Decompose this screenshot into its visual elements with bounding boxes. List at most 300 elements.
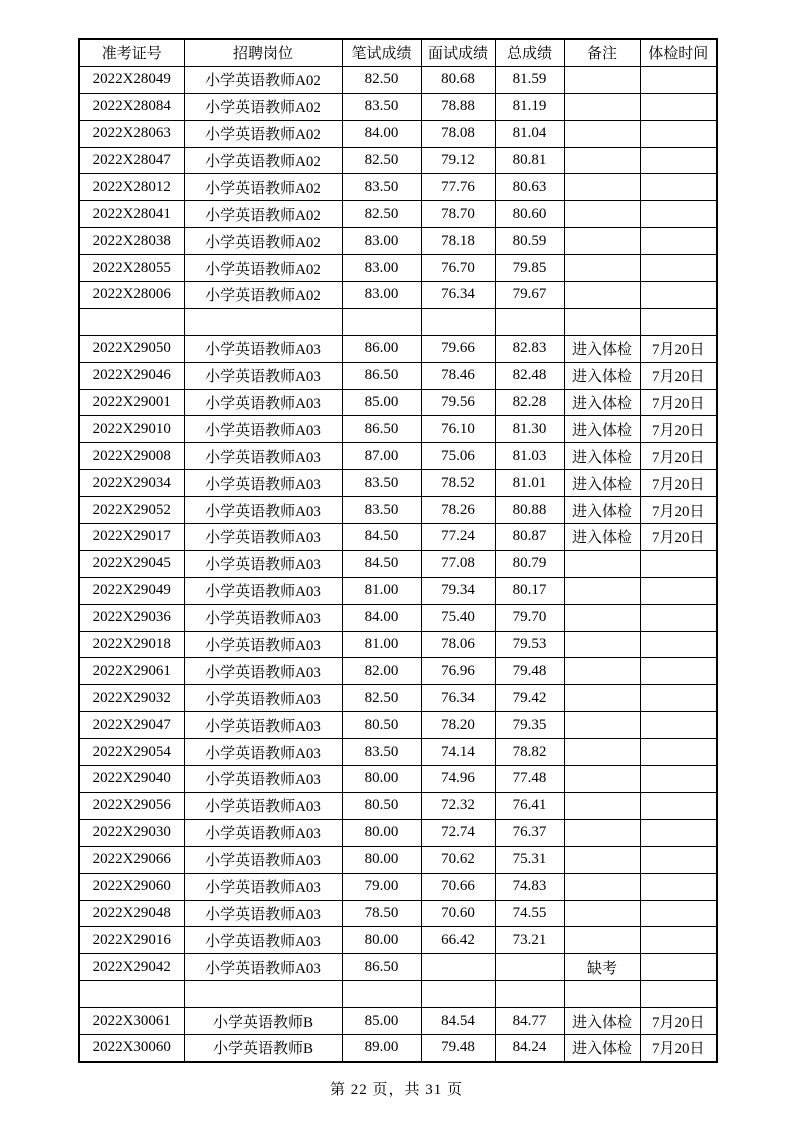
cell-position: 小学英语教师A03	[184, 470, 342, 497]
table-row	[79, 282, 717, 309]
table-row	[79, 631, 717, 658]
cell-interview-score: 74.14	[421, 739, 495, 766]
cell-interview-score: 77.24	[421, 524, 495, 551]
cell-interview-score: 70.66	[421, 873, 495, 900]
cell-interview-score: 78.06	[421, 631, 495, 658]
cell-total-score: 73.21	[495, 927, 564, 954]
cell-total-score: 79.42	[495, 685, 564, 712]
cell-total-score: 79.85	[495, 255, 564, 282]
cell-total-score: 76.41	[495, 792, 564, 819]
cell-remark	[564, 604, 640, 631]
cell-exam-id: 2022X29010	[79, 416, 184, 443]
cell-interview-score: 70.62	[421, 846, 495, 873]
table-row	[79, 873, 717, 900]
cell-checkup-time: 7月20日	[640, 524, 717, 551]
cell-exam-id: 2022X29016	[79, 927, 184, 954]
cell-checkup-time	[640, 927, 717, 954]
column-header-written-score: 笔试成绩	[342, 39, 421, 66]
cell-remark	[564, 147, 640, 174]
cell-checkup-time	[640, 792, 717, 819]
column-header-checkup-time: 体检时间	[640, 39, 717, 66]
cell-written-score: 82.00	[342, 658, 421, 685]
cell-written-score	[342, 981, 421, 1008]
table-row	[79, 819, 717, 846]
table-row	[79, 362, 717, 389]
table-row	[79, 255, 717, 282]
cell-checkup-time	[640, 739, 717, 766]
cell-total-score: 80.17	[495, 577, 564, 604]
cell-position: 小学英语教师B	[184, 1034, 342, 1061]
table-row	[79, 120, 717, 147]
cell-position: 小学英语教师A03	[184, 443, 342, 470]
cell-total-score	[495, 954, 564, 981]
cell-remark	[564, 873, 640, 900]
cell-checkup-time	[640, 120, 717, 147]
cell-position: 小学英语教师A03	[184, 685, 342, 712]
cell-interview-score: 79.66	[421, 335, 495, 362]
cell-exam-id: 2022X29049	[79, 577, 184, 604]
column-header-interview-score: 面试成绩	[421, 39, 495, 66]
table-row	[79, 846, 717, 873]
cell-checkup-time	[640, 93, 717, 120]
cell-checkup-time: 7月20日	[640, 1034, 717, 1061]
results-table-container	[78, 38, 718, 1063]
cell-remark	[564, 766, 640, 793]
cell-written-score: 82.50	[342, 66, 421, 93]
table-row	[79, 712, 717, 739]
cell-checkup-time	[640, 873, 717, 900]
cell-exam-id: 2022X29050	[79, 335, 184, 362]
cell-total-score: 80.59	[495, 228, 564, 255]
cell-interview-score: 79.12	[421, 147, 495, 174]
cell-total-score: 81.19	[495, 93, 564, 120]
table-row	[79, 577, 717, 604]
cell-position: 小学英语教师A03	[184, 846, 342, 873]
cell-checkup-time	[640, 900, 717, 927]
cell-written-score: 83.50	[342, 93, 421, 120]
cell-exam-id: 2022X29054	[79, 739, 184, 766]
cell-total-score: 74.83	[495, 873, 564, 900]
cell-interview-score: 76.34	[421, 685, 495, 712]
cell-total-score	[495, 981, 564, 1008]
cell-checkup-time	[640, 308, 717, 335]
cell-interview-score: 74.96	[421, 766, 495, 793]
cell-exam-id: 2022X29046	[79, 362, 184, 389]
cell-remark: 进入体检	[564, 470, 640, 497]
cell-written-score: 83.00	[342, 282, 421, 309]
cell-position: 小学英语教师A03	[184, 631, 342, 658]
cell-written-score: 84.00	[342, 120, 421, 147]
cell-checkup-time: 7月20日	[640, 335, 717, 362]
cell-interview-score: 76.34	[421, 282, 495, 309]
cell-total-score: 79.48	[495, 658, 564, 685]
table-row	[79, 308, 717, 335]
cell-written-score: 78.50	[342, 900, 421, 927]
cell-exam-id: 2022X29036	[79, 604, 184, 631]
cell-checkup-time: 7月20日	[640, 443, 717, 470]
cell-total-score: 81.03	[495, 443, 564, 470]
table-row	[79, 1034, 717, 1061]
cell-position: 小学英语教师A03	[184, 524, 342, 551]
cell-interview-score: 78.20	[421, 712, 495, 739]
column-header-exam-id: 准考证号	[79, 39, 184, 66]
cell-written-score: 80.00	[342, 927, 421, 954]
cell-exam-id: 2022X29032	[79, 685, 184, 712]
cell-written-score: 83.50	[342, 470, 421, 497]
cell-total-score: 81.01	[495, 470, 564, 497]
cell-written-score: 85.00	[342, 1008, 421, 1035]
cell-remark	[564, 819, 640, 846]
cell-position: 小学英语教师A03	[184, 604, 342, 631]
cell-written-score: 80.00	[342, 846, 421, 873]
cell-position: 小学英语教师A02	[184, 228, 342, 255]
cell-interview-score	[421, 954, 495, 981]
cell-written-score: 82.50	[342, 685, 421, 712]
cell-written-score: 84.50	[342, 524, 421, 551]
cell-position: 小学英语教师A03	[184, 712, 342, 739]
table-row	[79, 228, 717, 255]
table-row	[79, 550, 717, 577]
cell-remark	[564, 577, 640, 604]
cell-written-score: 83.50	[342, 174, 421, 201]
cell-remark	[564, 712, 640, 739]
cell-position: 小学英语教师A03	[184, 497, 342, 524]
cell-exam-id: 2022X29042	[79, 954, 184, 981]
cell-written-score: 86.50	[342, 362, 421, 389]
cell-interview-score: 76.96	[421, 658, 495, 685]
cell-remark	[564, 174, 640, 201]
cell-interview-score: 78.18	[421, 228, 495, 255]
cell-exam-id: 2022X29034	[79, 470, 184, 497]
cell-checkup-time	[640, 577, 717, 604]
cell-total-score: 84.24	[495, 1034, 564, 1061]
cell-exam-id: 2022X29018	[79, 631, 184, 658]
cell-remark	[564, 792, 640, 819]
cell-total-score: 82.48	[495, 362, 564, 389]
table-row	[79, 792, 717, 819]
cell-remark	[564, 255, 640, 282]
cell-exam-id: 2022X29047	[79, 712, 184, 739]
cell-written-score: 86.50	[342, 954, 421, 981]
cell-exam-id: 2022X28041	[79, 201, 184, 228]
cell-checkup-time	[640, 981, 717, 1008]
table-row	[79, 389, 717, 416]
cell-written-score: 80.50	[342, 792, 421, 819]
cell-written-score: 80.00	[342, 766, 421, 793]
cell-remark	[564, 685, 640, 712]
cell-interview-score: 78.46	[421, 362, 495, 389]
cell-interview-score: 76.70	[421, 255, 495, 282]
table-row	[79, 927, 717, 954]
cell-position: 小学英语教师A03	[184, 900, 342, 927]
cell-written-score: 84.50	[342, 550, 421, 577]
cell-interview-score: 78.88	[421, 93, 495, 120]
cell-exam-id: 2022X28047	[79, 147, 184, 174]
cell-position: 小学英语教师A03	[184, 416, 342, 443]
cell-position: 小学英语教师A02	[184, 147, 342, 174]
column-header-position: 招聘岗位	[184, 39, 342, 66]
cell-remark: 进入体检	[564, 416, 640, 443]
cell-checkup-time	[640, 658, 717, 685]
cell-written-score: 85.00	[342, 389, 421, 416]
cell-exam-id: 2022X29001	[79, 389, 184, 416]
cell-total-score: 79.67	[495, 282, 564, 309]
table-row	[79, 93, 717, 120]
table-row	[79, 201, 717, 228]
table-row	[79, 524, 717, 551]
cell-interview-score: 77.76	[421, 174, 495, 201]
cell-position: 小学英语教师A02	[184, 255, 342, 282]
cell-position: 小学英语教师A03	[184, 389, 342, 416]
cell-remark	[564, 282, 640, 309]
cell-position: 小学英语教师A03	[184, 954, 342, 981]
cell-exam-id: 2022X28084	[79, 93, 184, 120]
table-row	[79, 497, 717, 524]
cell-remark: 进入体检	[564, 335, 640, 362]
cell-written-score	[342, 308, 421, 335]
cell-position: 小学英语教师A03	[184, 792, 342, 819]
cell-remark: 进入体检	[564, 497, 640, 524]
cell-total-score: 82.28	[495, 389, 564, 416]
cell-remark: 进入体检	[564, 362, 640, 389]
cell-exam-id	[79, 981, 184, 1008]
cell-interview-score: 78.08	[421, 120, 495, 147]
table-row	[79, 335, 717, 362]
cell-remark	[564, 66, 640, 93]
cell-checkup-time	[640, 282, 717, 309]
cell-exam-id: 2022X28006	[79, 282, 184, 309]
table-row	[79, 981, 717, 1008]
table-row	[79, 658, 717, 685]
cell-remark	[564, 981, 640, 1008]
cell-position: 小学英语教师A03	[184, 658, 342, 685]
table-row	[79, 604, 717, 631]
cell-written-score: 84.00	[342, 604, 421, 631]
cell-checkup-time	[640, 201, 717, 228]
cell-exam-id: 2022X29040	[79, 766, 184, 793]
cell-written-score: 82.50	[342, 201, 421, 228]
cell-written-score: 82.50	[342, 147, 421, 174]
cell-position: 小学英语教师A03	[184, 335, 342, 362]
cell-remark	[564, 120, 640, 147]
cell-total-score: 80.60	[495, 201, 564, 228]
cell-remark	[564, 201, 640, 228]
cell-position	[184, 981, 342, 1008]
cell-written-score: 83.50	[342, 497, 421, 524]
cell-interview-score: 77.08	[421, 550, 495, 577]
cell-exam-id: 2022X29030	[79, 819, 184, 846]
cell-written-score: 83.50	[342, 739, 421, 766]
cell-position: 小学英语教师A03	[184, 766, 342, 793]
cell-remark: 缺考	[564, 954, 640, 981]
cell-interview-score: 78.52	[421, 470, 495, 497]
cell-position: 小学英语教师A02	[184, 174, 342, 201]
cell-checkup-time: 7月20日	[640, 416, 717, 443]
cell-written-score: 80.00	[342, 819, 421, 846]
cell-interview-score: 84.54	[421, 1008, 495, 1035]
cell-remark	[564, 631, 640, 658]
cell-interview-score: 79.34	[421, 577, 495, 604]
cell-interview-score: 78.70	[421, 201, 495, 228]
cell-remark: 进入体检	[564, 1008, 640, 1035]
table-row	[79, 147, 717, 174]
cell-written-score: 79.00	[342, 873, 421, 900]
cell-checkup-time	[640, 174, 717, 201]
cell-exam-id: 2022X29056	[79, 792, 184, 819]
cell-checkup-time	[640, 631, 717, 658]
cell-position: 小学英语教师A02	[184, 201, 342, 228]
cell-interview-score: 72.74	[421, 819, 495, 846]
cell-total-score: 80.79	[495, 550, 564, 577]
column-header-remark: 备注	[564, 39, 640, 66]
cell-interview-score: 70.60	[421, 900, 495, 927]
cell-total-score: 81.30	[495, 416, 564, 443]
cell-position: 小学英语教师A03	[184, 577, 342, 604]
cell-exam-id: 2022X29045	[79, 550, 184, 577]
cell-remark	[564, 900, 640, 927]
cell-exam-id: 2022X29052	[79, 497, 184, 524]
cell-total-score: 82.83	[495, 335, 564, 362]
cell-checkup-time: 7月20日	[640, 470, 717, 497]
table-row	[79, 1008, 717, 1035]
cell-position: 小学英语教师A03	[184, 819, 342, 846]
cell-checkup-time: 7月20日	[640, 497, 717, 524]
cell-total-score: 74.55	[495, 900, 564, 927]
cell-position: 小学英语教师A03	[184, 550, 342, 577]
cell-remark	[564, 739, 640, 766]
cell-interview-score: 79.56	[421, 389, 495, 416]
table-row	[79, 443, 717, 470]
cell-total-score: 78.82	[495, 739, 564, 766]
column-header-total-score: 总成绩	[495, 39, 564, 66]
cell-total-score: 75.31	[495, 846, 564, 873]
cell-written-score: 86.00	[342, 335, 421, 362]
cell-total-score: 80.63	[495, 174, 564, 201]
cell-written-score: 87.00	[342, 443, 421, 470]
cell-remark: 进入体检	[564, 1034, 640, 1061]
cell-interview-score: 78.26	[421, 497, 495, 524]
cell-interview-score: 72.32	[421, 792, 495, 819]
cell-checkup-time	[640, 685, 717, 712]
cell-remark	[564, 658, 640, 685]
cell-exam-id: 2022X29008	[79, 443, 184, 470]
cell-exam-id: 2022X29061	[79, 658, 184, 685]
cell-interview-score	[421, 981, 495, 1008]
cell-checkup-time	[640, 954, 717, 981]
cell-checkup-time	[640, 604, 717, 631]
cell-exam-id	[79, 308, 184, 335]
cell-checkup-time	[640, 550, 717, 577]
cell-exam-id: 2022X30060	[79, 1034, 184, 1061]
table-row	[79, 900, 717, 927]
cell-total-score: 80.88	[495, 497, 564, 524]
cell-exam-id: 2022X29060	[79, 873, 184, 900]
table-row	[79, 174, 717, 201]
cell-position: 小学英语教师A03	[184, 362, 342, 389]
cell-remark: 进入体检	[564, 524, 640, 551]
table-row	[79, 739, 717, 766]
cell-exam-id: 2022X28038	[79, 228, 184, 255]
cell-checkup-time	[640, 766, 717, 793]
cell-total-score: 77.48	[495, 766, 564, 793]
cell-written-score: 81.00	[342, 577, 421, 604]
cell-checkup-time	[640, 712, 717, 739]
exam-results-table	[78, 38, 718, 1063]
cell-exam-id: 2022X28049	[79, 66, 184, 93]
table-row	[79, 66, 717, 93]
cell-interview-score: 80.68	[421, 66, 495, 93]
table-row	[79, 766, 717, 793]
table-row	[79, 416, 717, 443]
cell-total-score: 80.87	[495, 524, 564, 551]
cell-position	[184, 308, 342, 335]
cell-remark	[564, 93, 640, 120]
cell-remark	[564, 550, 640, 577]
cell-total-score: 81.59	[495, 66, 564, 93]
cell-total-score: 79.70	[495, 604, 564, 631]
cell-checkup-time: 7月20日	[640, 362, 717, 389]
cell-remark: 进入体检	[564, 443, 640, 470]
cell-interview-score: 76.10	[421, 416, 495, 443]
cell-written-score: 80.50	[342, 712, 421, 739]
table-row	[79, 470, 717, 497]
cell-exam-id: 2022X28055	[79, 255, 184, 282]
cell-remark	[564, 927, 640, 954]
cell-total-score	[495, 308, 564, 335]
cell-position: 小学英语教师A03	[184, 873, 342, 900]
cell-checkup-time	[640, 66, 717, 93]
cell-remark	[564, 228, 640, 255]
cell-interview-score: 75.06	[421, 443, 495, 470]
table-row	[79, 685, 717, 712]
cell-written-score: 83.00	[342, 255, 421, 282]
cell-total-score: 80.81	[495, 147, 564, 174]
cell-written-score: 86.50	[342, 416, 421, 443]
cell-position: 小学英语教师A03	[184, 927, 342, 954]
cell-total-score: 76.37	[495, 819, 564, 846]
cell-exam-id: 2022X29048	[79, 900, 184, 927]
cell-total-score: 79.35	[495, 712, 564, 739]
cell-checkup-time: 7月20日	[640, 1008, 717, 1035]
cell-position: 小学英语教师A02	[184, 120, 342, 147]
table-row	[79, 954, 717, 981]
cell-checkup-time	[640, 255, 717, 282]
cell-checkup-time: 7月20日	[640, 389, 717, 416]
cell-position: 小学英语教师A02	[184, 66, 342, 93]
cell-position: 小学英语教师B	[184, 1008, 342, 1035]
cell-interview-score: 79.48	[421, 1034, 495, 1061]
cell-remark	[564, 846, 640, 873]
cell-exam-id: 2022X30061	[79, 1008, 184, 1035]
cell-exam-id: 2022X28063	[79, 120, 184, 147]
cell-checkup-time	[640, 819, 717, 846]
page-number-footer: 第 22 页，共 31 页	[329, 1082, 463, 1098]
cell-remark	[564, 308, 640, 335]
cell-remark: 进入体检	[564, 389, 640, 416]
cell-written-score: 83.00	[342, 228, 421, 255]
cell-checkup-time	[640, 228, 717, 255]
cell-interview-score: 75.40	[421, 604, 495, 631]
cell-written-score: 89.00	[342, 1034, 421, 1061]
cell-exam-id: 2022X29066	[79, 846, 184, 873]
cell-total-score: 79.53	[495, 631, 564, 658]
cell-position: 小学英语教师A02	[184, 282, 342, 309]
cell-interview-score	[421, 308, 495, 335]
cell-written-score: 81.00	[342, 631, 421, 658]
cell-interview-score: 66.42	[421, 927, 495, 954]
cell-exam-id: 2022X29017	[79, 524, 184, 551]
cell-total-score: 84.77	[495, 1008, 564, 1035]
